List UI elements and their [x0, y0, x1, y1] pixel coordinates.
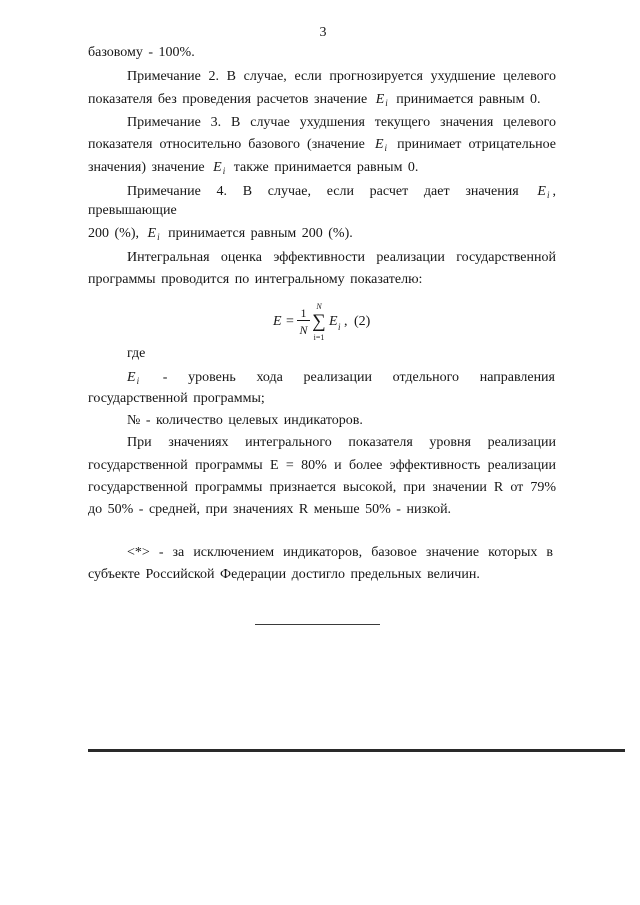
note-3-line-2 [88, 135, 556, 155]
definition-1-text: - уровень хода реализации отдельного направления [162, 370, 555, 385]
integral-line-1: Интегральная оценка эффективности реализации государственной [127, 250, 556, 265]
formula-term: E [329, 314, 338, 329]
assessment-line-3: государственной программы признается высокой, при значении R от 79% [88, 480, 556, 495]
formula-term-subscript: i [338, 322, 341, 332]
assessment-line-4: до 50% - средней, при значениях R меньше 50% - низкой. [88, 502, 452, 517]
note-4-line-2: превышающие [88, 203, 177, 218]
integral-formula [268, 300, 378, 348]
formula-lhs: E [273, 314, 282, 329]
note-3-line-2-after: принимает отрицательное [397, 137, 557, 152]
note-2-line-2-before: показателя без проведения расчетов значение [88, 92, 368, 107]
note-4-line-1 [127, 182, 556, 202]
symbol-base: E [213, 160, 222, 175]
note-2-line-2-after: принимается равным 0. [396, 92, 541, 107]
integral-line-2: программы проводится по интегральному показателю: [88, 272, 423, 287]
page-number: 3 [319, 25, 327, 40]
note-4-line-3-after: принимается равным 200 (%). [168, 226, 353, 241]
formula-number: (2) [354, 314, 371, 329]
formula-sum-upper: N [316, 302, 322, 311]
assessment-line-1: При значениях интегрального показателя уровня реализации [127, 435, 556, 450]
symbol-base: E [127, 370, 136, 385]
where-label: где [127, 346, 146, 361]
assessment-line-2: государственной программы E = 80% и более эффективность реализации [88, 458, 556, 473]
e-i-symbol [376, 92, 388, 107]
note-2-line-2 [88, 90, 540, 110]
e-i-symbol [127, 370, 139, 385]
symbol-base: E [374, 137, 384, 152]
note-3-line-1: Примечание 3. В случае ухудшения текущего значения целевого [127, 115, 556, 130]
symbol-subscript: i [546, 190, 550, 200]
e-i-symbol [537, 184, 549, 199]
footnote-line-1: <*> - за исключением индикаторов, базовое значение которых в [127, 545, 553, 560]
formula-sum-lower: i=1 [313, 333, 325, 342]
e-i-symbol [148, 226, 160, 241]
symbol-base: E [147, 226, 157, 241]
formula-equals: = [286, 314, 294, 329]
end-separator-line [255, 624, 380, 625]
e-i-symbol [213, 160, 225, 175]
formula-fraction-bar [297, 320, 310, 321]
definition-1-line-2: государственной программы; [88, 391, 265, 406]
definition-2: № - количество целевых индикаторов. [127, 413, 363, 428]
definition-1-line-1 [127, 368, 555, 388]
note-2-line-1: Примечание 2. В случае, если прогнозируется ухудшение целевого [127, 69, 556, 84]
symbol-subscript: i [384, 143, 388, 153]
note-3-line-3-after: также принимается равным 0. [233, 160, 419, 175]
symbol-base: E [537, 184, 546, 199]
formula-comma: , [344, 314, 348, 329]
symbol-subscript: i [222, 166, 226, 176]
page-bottom-rule [88, 749, 625, 752]
symbol-subscript: i [157, 232, 160, 242]
formula-sum-sign: ∑ [312, 311, 326, 332]
note-4-line-3 [88, 224, 353, 244]
symbol-base: E [375, 92, 385, 107]
formula-numerator: 1 [300, 306, 307, 320]
note-4-line-3-before: 200 (%), [88, 226, 139, 241]
e-i-symbol [375, 137, 387, 152]
intro-line: базовому - 100%. [88, 45, 195, 60]
footnote-line-2: субъекте Российской Федерации достигло предельных величин. [88, 567, 480, 582]
note-3-line-3 [88, 158, 418, 178]
formula-denominator: N [299, 323, 308, 337]
note-4-line-1-after: , [552, 184, 556, 199]
note-3-line-3-before: значения) значение [88, 160, 205, 175]
symbol-subscript: i [136, 376, 140, 386]
note-3-line-2-before: показателя относительно базового (значение [88, 137, 365, 152]
note-4-line-1-before: Примечание 4. В случае, если расчет дает значения [127, 184, 519, 199]
symbol-subscript: i [385, 98, 388, 108]
